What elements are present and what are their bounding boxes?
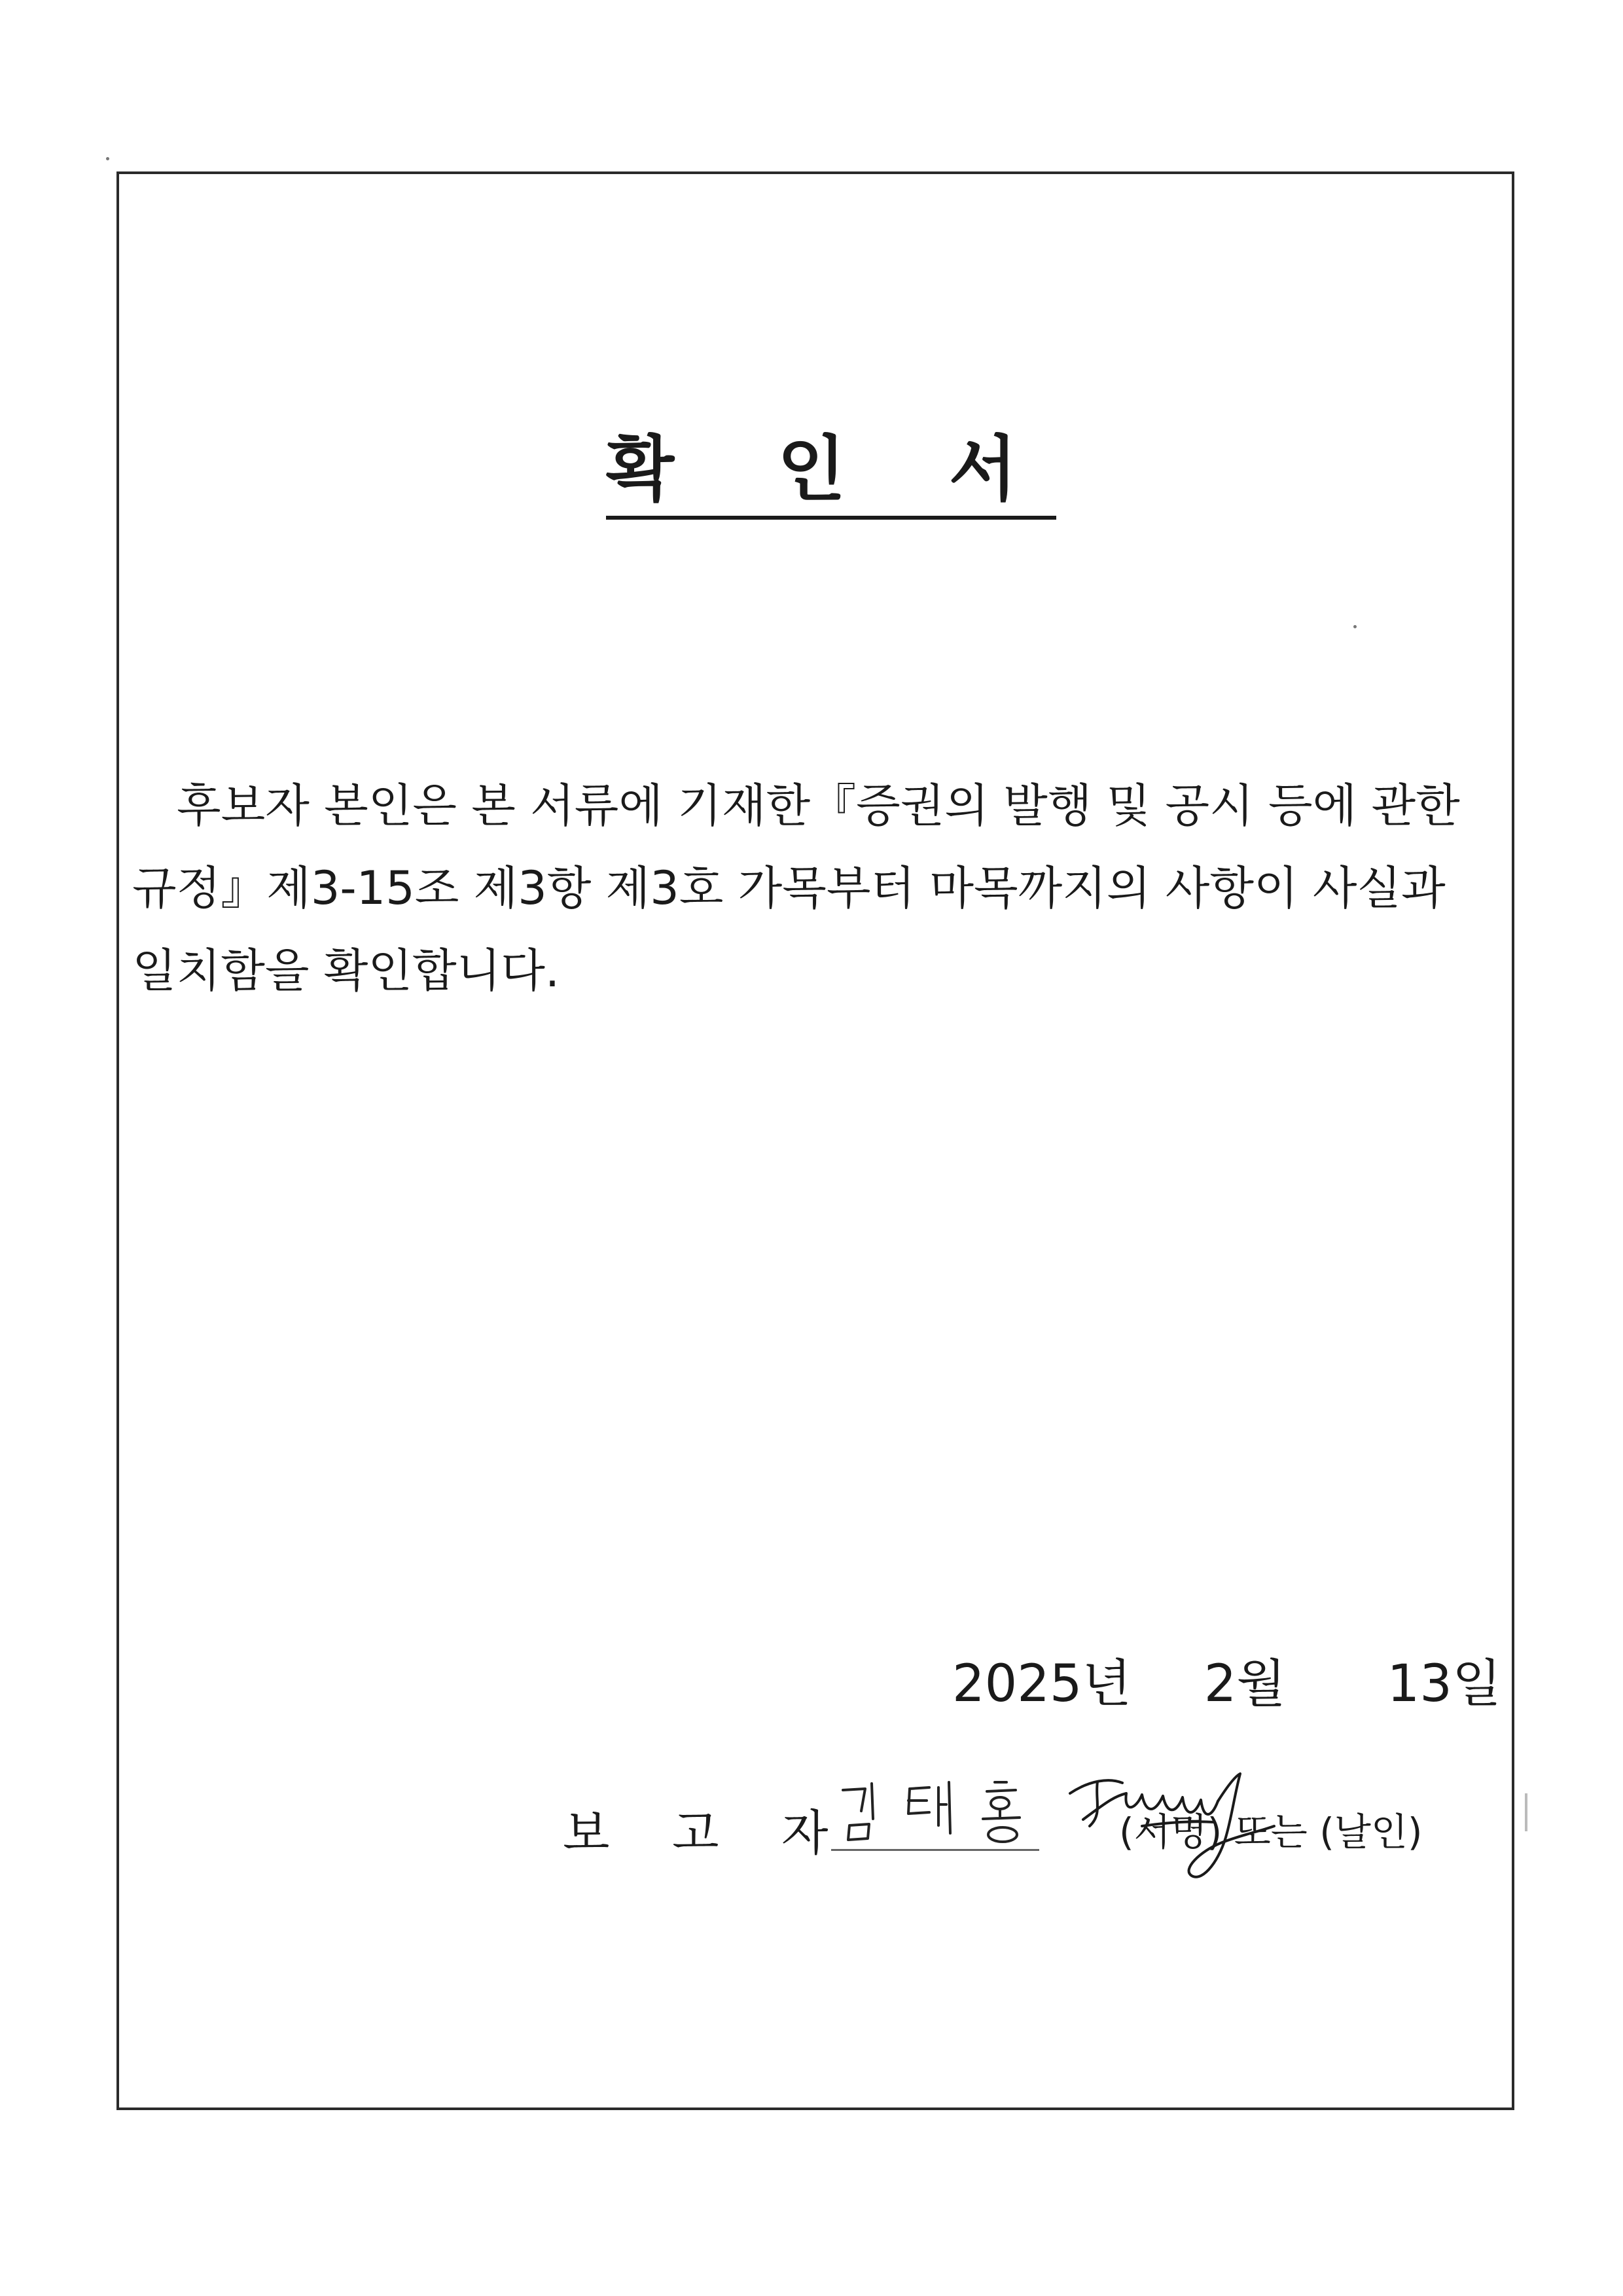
statement-line: 후보자 본인은 본 서류에 기재한『증권의 발행 및 공시 등에 관한 — [177, 779, 1460, 833]
date-day: 13일 — [1387, 1655, 1502, 1713]
confirmation-statement — [132, 764, 1500, 1012]
document-title-text: 확 인 서 — [606, 429, 1056, 520]
scan-edge-mark — [1525, 1793, 1527, 1831]
reporter-label: 보 고 자 — [563, 1805, 852, 1861]
scan-speck — [1353, 625, 1357, 628]
document-title — [20, 412, 1623, 514]
date-month: 2월 — [1204, 1655, 1286, 1713]
statement-line: 일치함을 확인합니다. — [132, 944, 560, 997]
handwritten-reporter-name — [831, 1770, 1039, 1851]
scan-speck — [106, 157, 109, 160]
statement-line: 규정』제3-15조 제3항 제3호 가목부터 마목까지의 사항이 사실과 — [132, 861, 1446, 915]
sign-or-seal-note: (서명) 또는 (날인) — [1119, 1810, 1423, 1854]
signing-date — [952, 1643, 1501, 1716]
date-year: 2025년 — [952, 1655, 1132, 1713]
handwritten-signature — [1063, 1754, 1279, 1898]
